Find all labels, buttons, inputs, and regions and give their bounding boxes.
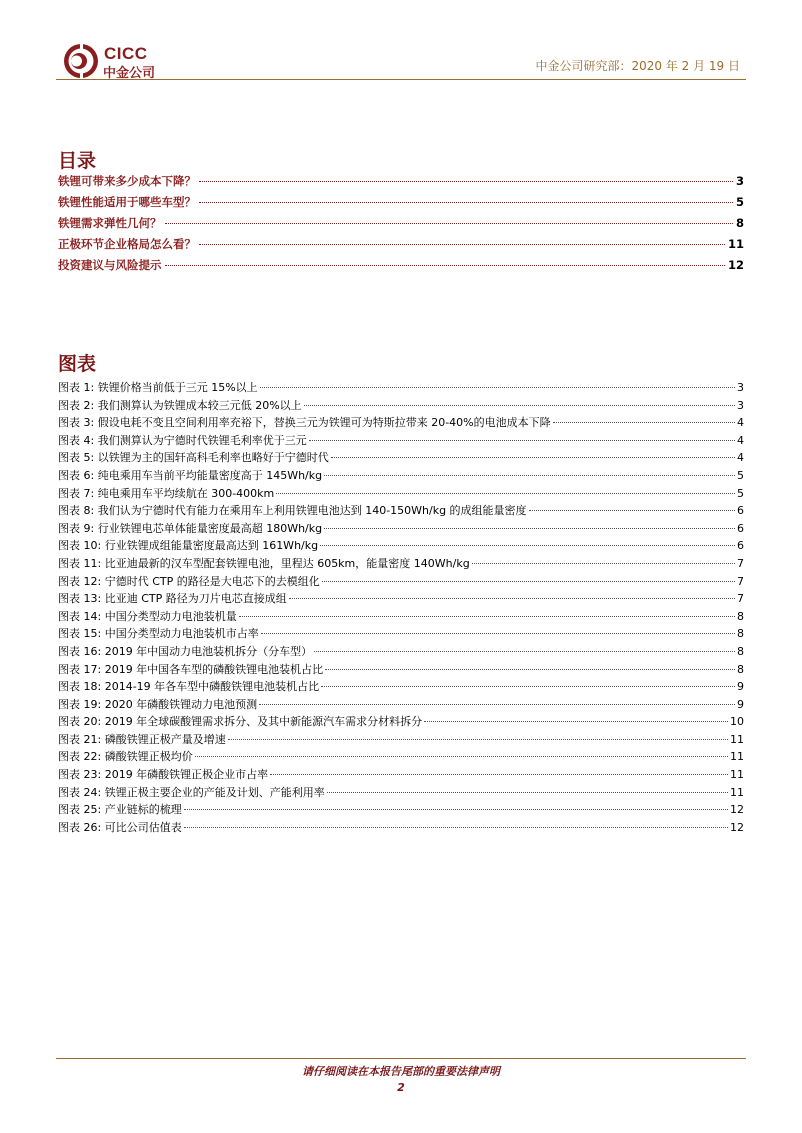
figure-list-item[interactable] [58, 467, 744, 485]
figure-list-item[interactable] [58, 608, 744, 626]
figure-item-label: 图表 18: 2014-19 年各车型中磷酸铁锂电池装机占比 [58, 680, 320, 694]
figure-list-item[interactable] [58, 555, 744, 573]
figure-item-page: 4 [737, 433, 744, 447]
figure-item-page: 12 [730, 803, 744, 817]
figure-list-item[interactable] [58, 643, 744, 661]
leader-dots [529, 510, 735, 511]
leader-dots [239, 616, 735, 617]
toc-item[interactable] [58, 236, 744, 257]
toc-item[interactable] [58, 257, 744, 278]
figure-item-label: 图表 24: 铁锂正极主要企业的产能及计划、产能利用率 [58, 785, 325, 799]
toc-item[interactable] [58, 194, 744, 215]
figure-list-item[interactable] [58, 748, 744, 766]
figure-item-label: 图表 12: 宁德时代 CTP 的路径是大电芯下的去模组化 [58, 574, 320, 588]
figure-list-item[interactable] [58, 819, 744, 837]
figure-list-item[interactable] [58, 414, 744, 432]
logo-text-cn: 中金公司 [103, 66, 156, 81]
figure-item-page: 3 [737, 381, 744, 394]
figure-item-page: 8 [737, 627, 744, 641]
leader-dots [331, 457, 735, 458]
header-org-date: 中金公司研究部：2020 年 2 月 19 日 [535, 59, 740, 73]
figure-list-item[interactable] [58, 502, 744, 520]
figure-list-item[interactable] [58, 661, 744, 679]
figure-item-label: 图表 9: 行业铁锂电芯单体能量密度最高超 180Wh/kg [58, 521, 323, 535]
figure-list-item[interactable] [58, 713, 744, 731]
figure-list-item[interactable] [58, 590, 744, 608]
leader-dots [199, 202, 733, 203]
leader-dots [199, 181, 733, 182]
leader-dots [199, 244, 725, 245]
leader-dots [184, 809, 728, 810]
figure-item-label: 图表 22: 磷酸铁锂正极均价 [58, 750, 193, 764]
figure-item-page: 8 [737, 644, 744, 658]
leader-dots [553, 422, 735, 423]
figure-item-label: 图表 14: 中国分类型动力电池装机量 [58, 609, 237, 623]
figure-item-label: 图表 7: 纯电乘用车平均续航在 300-400km [58, 486, 275, 500]
leader-dots [165, 265, 725, 266]
leader-dots [228, 739, 728, 740]
toc-item-label: 铁锂可带来多少成本下降？ [58, 174, 196, 188]
figure-item-page: 6 [737, 504, 744, 518]
figure-item-label: 图表 26: 可比公司估值表 [58, 820, 182, 834]
figure-list-item[interactable] [58, 397, 744, 415]
figure-item-page: 4 [737, 451, 744, 465]
toc-item-label: 铁锂需求弹性几何？ [58, 216, 162, 230]
figure-list-item[interactable] [58, 573, 744, 591]
figure-item-page: 10 [730, 715, 744, 729]
figure-item-page: 5 [737, 486, 744, 500]
cicc-logo-icon [62, 42, 102, 80]
leader-dots [276, 493, 735, 494]
figure-list-item[interactable] [58, 696, 744, 714]
leader-dots [259, 704, 735, 705]
figure-item-page: 11 [730, 785, 744, 799]
toc-item-page: 3 [735, 174, 744, 188]
toc-item-page: 11 [727, 237, 744, 251]
figure-list-item[interactable] [58, 520, 744, 538]
figure-item-label: 图表 20: 2019 年全球碳酸锂需求拆分、及其中新能源汽车需求分材料拆分 [58, 715, 423, 729]
leader-dots [260, 387, 735, 388]
figure-list-item[interactable] [58, 801, 744, 819]
leader-dots [304, 405, 735, 406]
figure-item-label: 图表 21: 磷酸铁锂正极产量及增速 [58, 732, 226, 746]
figure-item-page: 12 [730, 820, 744, 834]
leader-dots [184, 827, 728, 828]
figure-list-item[interactable] [58, 625, 744, 643]
cicc-logo [62, 42, 172, 80]
figure-item-label: 图表 23: 2019 年磷酸铁锂正极企业市占率 [58, 768, 269, 782]
toc-item-label: 正极环节企业格局怎么看？ [58, 237, 196, 251]
leader-dots [324, 475, 735, 476]
header-divider [56, 79, 746, 80]
toc-item-page: 8 [735, 216, 744, 230]
leader-dots [309, 440, 735, 441]
figure-item-page: 3 [737, 398, 744, 412]
leader-dots [322, 581, 735, 582]
figure-item-label: 图表 3: 假设电耗不变且空间利用率充裕下，替换三元为铁锂可为特斯拉带来 20-40%的电池成本下降 [58, 416, 551, 430]
figure-item-page: 4 [737, 416, 744, 430]
figure-item-page: 7 [737, 574, 744, 588]
toc-list [58, 173, 744, 278]
figure-item-page: 11 [730, 732, 744, 746]
figure-item-page: 8 [737, 662, 744, 676]
figure-item-page: 5 [737, 468, 744, 482]
leader-dots [320, 545, 735, 546]
toc-title: 目录 [58, 150, 97, 172]
figure-list-item[interactable] [58, 537, 744, 555]
leader-dots [261, 633, 735, 634]
figure-item-label: 图表 16: 2019 年中国动力电池装机拆分（分车型） [58, 644, 313, 658]
toc-item[interactable] [58, 215, 744, 236]
toc-item[interactable] [58, 173, 744, 194]
figure-item-page: 11 [730, 750, 744, 764]
leader-dots [289, 598, 735, 599]
toc-item-label: 铁锂性能适用于哪些车型？ [58, 195, 196, 209]
page-number: 2 [397, 1081, 405, 1094]
figure-list-item[interactable] [58, 449, 744, 467]
figure-list-item[interactable] [58, 784, 744, 802]
figure-item-label: 图表 10: 行业铁锂成组能量密度最高达到 161Wh/kg [58, 539, 319, 553]
figure-item-page: 7 [737, 592, 744, 606]
leader-dots [321, 686, 735, 687]
figure-item-label: 图表 13: 比亚迪 CTP 路径为刀片电芯直接成组 [58, 592, 287, 606]
leader-dots [324, 528, 735, 529]
figure-list-item[interactable] [58, 485, 744, 503]
figure-list-item[interactable] [58, 678, 744, 696]
leader-dots [424, 721, 728, 722]
figure-item-page: 7 [737, 556, 744, 570]
figure-item-label: 图表 4: 我们测算认为宁德时代铁锂毛利率优于三元 [58, 433, 307, 447]
figure-list [58, 379, 744, 836]
leader-dots [314, 651, 735, 652]
figure-item-label: 图表 8: 我们认为宁德时代有能力在乘用车上利用铁锂电池达到 140-150Wh/kg 的成组能量密度 [58, 504, 527, 518]
figure-item-label: 图表 15: 中国分类型动力电池装机市占率 [58, 627, 259, 641]
figure-item-label: 图表 11: 比亚迪最新的汉车型配套铁锂电池，里程达 605km，能量密度 140Wh/kg [58, 556, 470, 570]
figure-item-label: 图表 19: 2020 年磷酸铁锂动力电池预测 [58, 697, 258, 711]
leader-dots [195, 756, 728, 757]
figure-item-page: 11 [730, 768, 744, 782]
figure-item-page: 8 [737, 609, 744, 623]
figure-item-page: 9 [737, 680, 744, 694]
leader-dots [327, 792, 728, 793]
figure-list-item[interactable] [58, 432, 744, 450]
toc-item-page: 5 [735, 195, 744, 209]
figure-item-label: 图表 2: 我们测算认为铁锂成本较三元低 20%以上 [58, 398, 302, 412]
figure-list-item[interactable] [58, 379, 744, 397]
figure-item-label: 图表 1: 铁锂价格当前低于三元 15%以上 [58, 381, 258, 394]
leader-dots [270, 774, 728, 775]
figure-item-label: 图表 5: 以铁锂为主的国轩高科毛利率也略好于宁德时代 [58, 451, 329, 465]
figure-item-page: 6 [737, 521, 744, 535]
figure-item-page: 6 [737, 539, 744, 553]
leader-dots [472, 563, 735, 564]
figures-title: 图表 [58, 353, 97, 375]
figure-list-item[interactable] [58, 731, 744, 749]
toc-item-label: 投资建议与风险提示 [58, 258, 162, 272]
figure-item-label: 图表 25: 产业链标的梳理 [58, 803, 182, 817]
figure-item-page: 9 [737, 697, 744, 711]
figure-item-label: 图表 17: 2019 年中国各车型的磷酸铁锂电池装机占比 [58, 662, 324, 676]
figure-item-label: 图表 6: 纯电乘用车当前平均能量密度高于 145Wh/kg [58, 468, 323, 482]
leader-dots [165, 223, 733, 224]
figure-list-item[interactable] [58, 766, 744, 784]
footer-divider [56, 1058, 746, 1059]
toc-item-page: 12 [727, 258, 744, 272]
logo-text-en: CICC [104, 44, 148, 63]
footer-disclaimer: 请仔细阅读在本报告尾部的重要法律声明 [302, 1065, 500, 1078]
leader-dots [325, 669, 735, 670]
